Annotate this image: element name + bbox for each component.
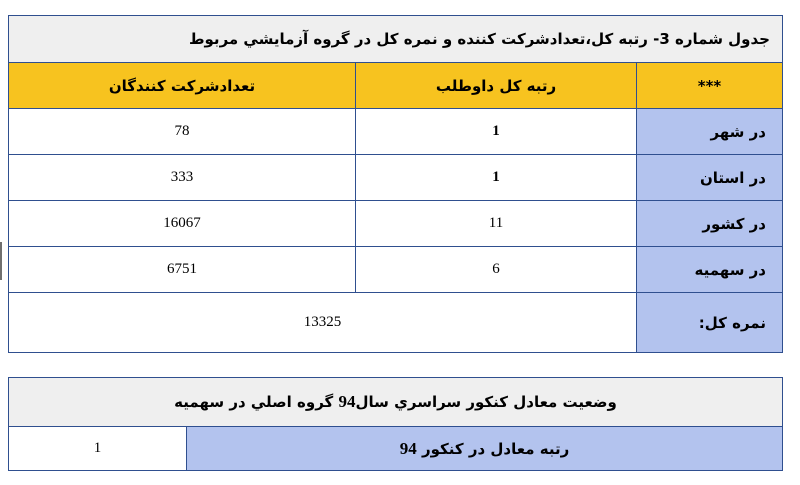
participants-city: 78 <box>9 109 356 155</box>
table-row <box>9 427 783 471</box>
equivalent-rank-value: 1 <box>9 427 187 471</box>
rank-city: 1 <box>356 109 637 155</box>
header-corner: *** <box>637 63 783 109</box>
rank-province: 1 <box>356 155 637 201</box>
title-suffix: گروه اصلي در سهميه <box>174 393 339 411</box>
participants-quota: 6751 <box>9 247 356 293</box>
equivalent-table-title <box>9 378 783 427</box>
total-score-value: 13325 <box>9 293 637 353</box>
equivalent-rank-label-year: 94 <box>399 438 417 458</box>
row-label-province: در استان <box>637 155 783 201</box>
equivalent-rank-label-text: رتبه معادل در كنكور <box>416 439 570 458</box>
row-label-country: در کشور <box>637 201 783 247</box>
table-title: جدول شماره 3- رتبه کل،تعدادشرکت کننده و نمره کل در گروه آزمايشي مربوط <box>9 16 783 63</box>
equivalent-rank-label <box>187 427 783 471</box>
total-score-label: نمره کل: <box>637 293 783 353</box>
title-year: 94 <box>338 392 356 411</box>
participants-province: 333 <box>9 155 356 201</box>
rank-summary-table <box>8 15 783 353</box>
equivalent-status-table <box>8 377 783 471</box>
table-row <box>9 109 783 155</box>
page-edge-marker <box>0 242 2 280</box>
total-score-row <box>9 293 783 353</box>
header-rank: رتبه کل داوطلب <box>356 63 637 109</box>
table-row <box>9 155 783 201</box>
row-label-city: در شهر <box>637 109 783 155</box>
table-row <box>9 201 783 247</box>
header-participants: تعدادشرکت کنندگان <box>9 63 356 109</box>
title-prefix: وضعيت معادل کنكور سراسري سال <box>355 393 617 411</box>
rank-quota: 6 <box>356 247 637 293</box>
rank-country: 11 <box>356 201 637 247</box>
table-row <box>9 247 783 293</box>
participants-country: 16067 <box>9 201 356 247</box>
row-label-quota: در سهميه <box>637 247 783 293</box>
